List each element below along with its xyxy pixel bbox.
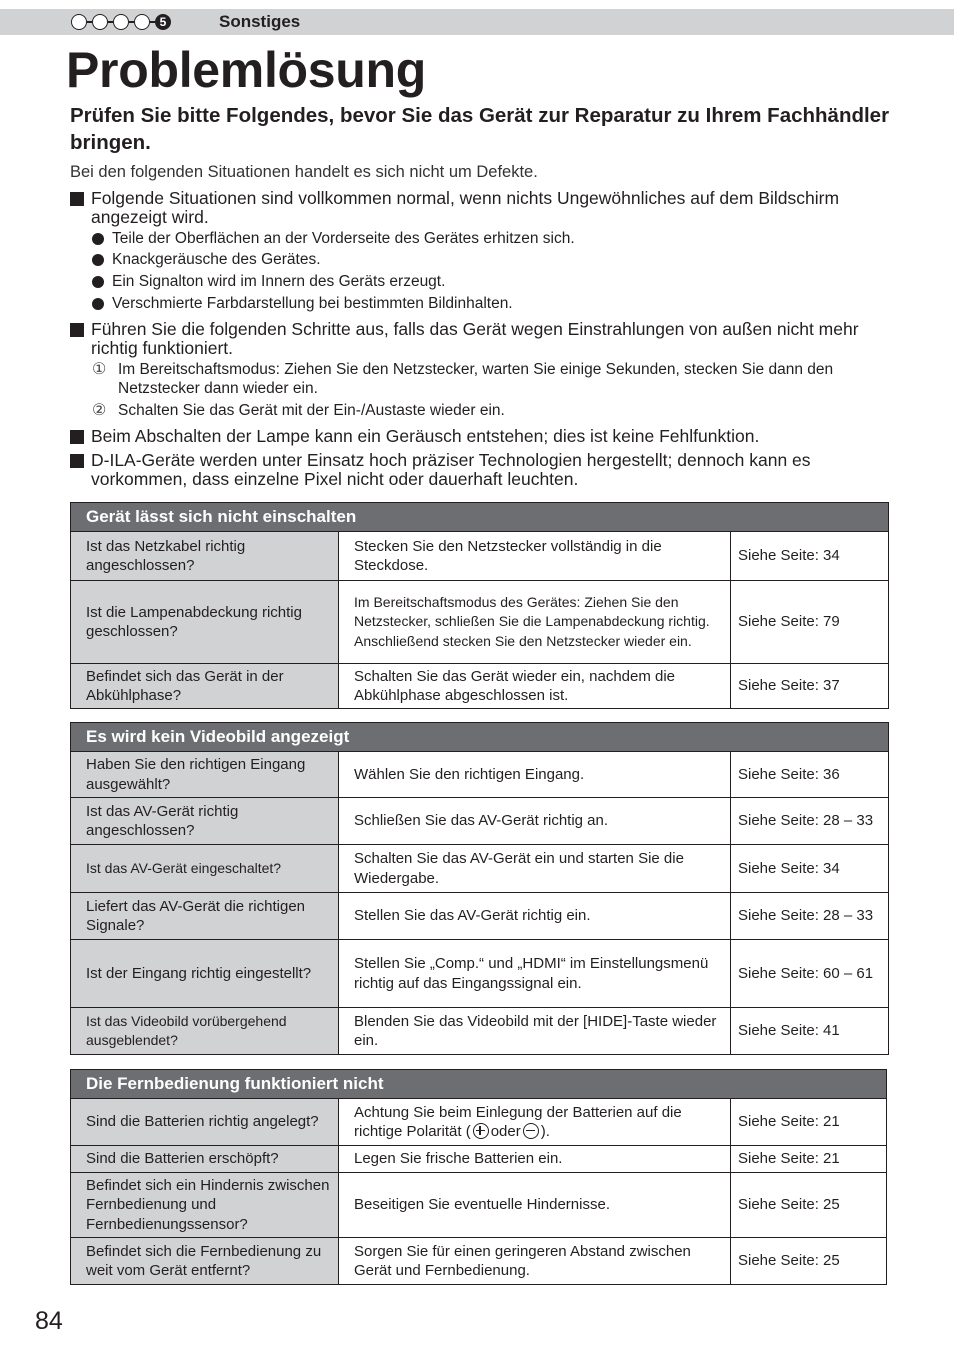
numbered-step: ② Schalten Sie das Gerät mit der Ein-/Austaste wieder ein. [92, 402, 505, 419]
question-cell: Ist das AV-Gerät richtig angeschlossen? [71, 798, 339, 845]
page-ref-cell: Siehe Seite: 60 – 61 [731, 940, 889, 1008]
list-item: Verschmierte Farbdarstellung bei bestimmten Bildinhalten. [92, 294, 513, 313]
note-dila [70, 451, 890, 489]
solution-cell: Achtung Sie beim Einlegung der Batterien auf die richtige Polarität ( oder ). [339, 1099, 731, 1146]
solution-cell: Legen Sie frische Batterien ein. [339, 1146, 731, 1173]
question-cell: Ist das Videobild vorübergehend ausgeblendet? [71, 1008, 339, 1055]
question-cell: Ist das Netzkabel richtig angeschlossen? [71, 532, 339, 581]
step-number: ② [92, 402, 107, 419]
solution-cell: Schalten Sie das Gerät wieder ein, nachdem die Abkühlphase abgeschlossen ist. [339, 664, 731, 709]
square-bullet-icon [70, 454, 84, 468]
question-cell: Ist das AV-Gerät eingeschaltet? [71, 845, 339, 893]
table-row [71, 940, 889, 1008]
table-row [71, 1146, 887, 1173]
table-title: Es wird kein Videobild angezeigt [71, 723, 889, 752]
intro-text: Bei den folgenden Situationen handelt es sich nicht um Defekte. [70, 163, 538, 181]
step-circle-icon [113, 14, 129, 30]
page-ref-cell: Siehe Seite: 25 [731, 1238, 887, 1285]
plus-polarity-icon [473, 1123, 489, 1139]
square-bullet-icon [70, 192, 84, 206]
solution-cell: Wählen Sie den richtigen Eingang. [339, 752, 731, 798]
table-video-issues [70, 722, 889, 1055]
question-cell: Sind die Batterien richtig angelegt? [71, 1099, 339, 1146]
table-row [71, 893, 889, 940]
list-item: Ein Signalton wird im Innern des Geräts erzeugt. [92, 272, 445, 291]
table-row [71, 664, 889, 709]
question-cell: Liefert das AV-Gerät die richtigen Signale? [71, 893, 339, 940]
square-bullet-icon [70, 323, 84, 337]
current-step-circle: 5 [155, 14, 171, 30]
page-ref-cell: Siehe Seite: 37 [731, 664, 889, 709]
table-power-issues [70, 502, 889, 709]
step-circle-icon [134, 14, 150, 30]
page-ref-cell: Siehe Seite: 36 [731, 752, 889, 798]
page-title: Problemlösung [66, 42, 427, 98]
table-row [71, 1099, 887, 1146]
numbered-step: ① Im Bereitschaftsmodus: Ziehen Sie den Netzstecker, warten Sie einige Sekunden, stecken Sie dann den Netzstecker dann wieder ein. [92, 361, 834, 397]
note-normal [70, 189, 890, 227]
question-cell: Haben Sie den richtigen Eingang ausgewählt? [71, 752, 339, 798]
table-row [71, 752, 889, 798]
table-title: Die Fernbedienung funktioniert nicht [71, 1070, 887, 1099]
solution-cell: Beseitigen Sie eventuelle Hindernisse. [339, 1173, 731, 1238]
note-lamp [70, 427, 890, 446]
question-cell: Befindet sich das Gerät in der Abkühlphase? [71, 664, 339, 709]
question-cell: Befindet sich die Fernbedienung zu weit vom Gerät entfernt? [71, 1238, 339, 1285]
step-number: ① [92, 361, 107, 378]
step-circle-icon [71, 14, 87, 30]
table-row [71, 845, 889, 893]
page-ref-cell: Siehe Seite: 28 – 33 [731, 893, 889, 940]
page-ref-cell: Siehe Seite: 21 [731, 1099, 887, 1146]
table-row [71, 1008, 889, 1055]
note-text: Führen Sie die folgenden Schritte aus, falls das Gerät wegen Einstrahlungen von außen nicht mehr richtig funktioniert. [91, 319, 859, 358]
note-text: Folgende Situationen sind vollkommen normal, wenn nichts Ungewöhnliches auf dem Bildschirm angezeigt wird. [91, 188, 840, 227]
table-title: Gerät lässt sich nicht einschalten [71, 503, 889, 532]
solution-cell: Blenden Sie das Videobild mit der [HIDE]-Taste wieder ein. [339, 1008, 731, 1055]
page-ref-cell: Siehe Seite: 34 [731, 845, 889, 893]
table-row [71, 798, 889, 845]
solution-cell: Im Bereitschaftsmodus des Gerätes: Ziehen Sie den Netzstecker, schließen Sie die Lampenabdeckung richtig. Anschließend stecken Sie den Netzstecker wieder ein. [339, 581, 731, 664]
solution-cell: Schließen Sie das AV-Gerät richtig an. [339, 798, 731, 845]
table-row [71, 1238, 887, 1285]
note-interference [70, 320, 890, 358]
page-ref-cell: Siehe Seite: 25 [731, 1173, 887, 1238]
question-cell: Ist der Eingang richtig eingestellt? [71, 940, 339, 1008]
table-row [71, 532, 889, 581]
minus-polarity-icon [523, 1123, 539, 1139]
page-ref-cell: Siehe Seite: 21 [731, 1146, 887, 1173]
table-row [71, 1173, 887, 1238]
note-text: Beim Abschalten der Lampe kann ein Geräusch entstehen; dies ist keine Fehlfunktion. [91, 426, 760, 446]
table-row [71, 581, 889, 664]
bullet-dot-icon [92, 276, 104, 288]
note-text: D-ILA-Geräte werden unter Einsatz hoch präziser Technologien hergestellt; dennoch kann es vorkommen, dass einzelne Pixel nicht oder dauerhaft leuchten. [91, 450, 811, 489]
question-cell: Sind die Batterien erschöpft? [71, 1146, 339, 1173]
step-circle-icon [92, 14, 108, 30]
solution-cell: Stecken Sie den Netzstecker vollständig in die Steckdose. [339, 532, 731, 581]
bullet-dot-icon [92, 298, 104, 310]
page-number: 84 [35, 1307, 63, 1335]
chapter-step-indicator [71, 13, 171, 31]
list-item: Knackgeräusche des Gerätes. [92, 250, 321, 269]
bullet-dot-icon [92, 233, 104, 245]
page-subtitle: Prüfen Sie bitte Folgendes, bevor Sie das Gerät zur Reparatur zu Ihrem Fachhändler bringen. [70, 104, 890, 154]
bullet-dot-icon [92, 254, 104, 266]
solution-cell: Sorgen Sie für einen geringeren Abstand zwischen Gerät und Fernbedienung. [339, 1238, 731, 1285]
page-ref-cell: Siehe Seite: 28 – 33 [731, 798, 889, 845]
solution-cell: Stellen Sie „Comp.“ und „HDMI“ im Einstellungsmenü richtig auf das Eingangssignal ein. [339, 940, 731, 1008]
question-cell: Befindet sich ein Hindernis zwischen Fernbedienung und Fernbedienungssensor? [71, 1173, 339, 1238]
table-remote-issues [70, 1069, 887, 1285]
list-item: Teile der Oberflächen an der Vorderseite des Gerätes erhitzen sich. [92, 229, 575, 248]
solution-cell: Stellen Sie das AV-Gerät richtig ein. [339, 893, 731, 940]
section-label: Sonstiges [219, 12, 301, 31]
square-bullet-icon [70, 430, 84, 444]
page-ref-cell: Siehe Seite: 34 [731, 532, 889, 581]
page-ref-cell: Siehe Seite: 41 [731, 1008, 889, 1055]
question-cell: Ist die Lampenabdeckung richtig geschlossen? [71, 581, 339, 664]
solution-cell: Schalten Sie das AV-Gerät ein und starten Sie die Wiedergabe. [339, 845, 731, 893]
page-ref-cell: Siehe Seite: 79 [731, 581, 889, 664]
